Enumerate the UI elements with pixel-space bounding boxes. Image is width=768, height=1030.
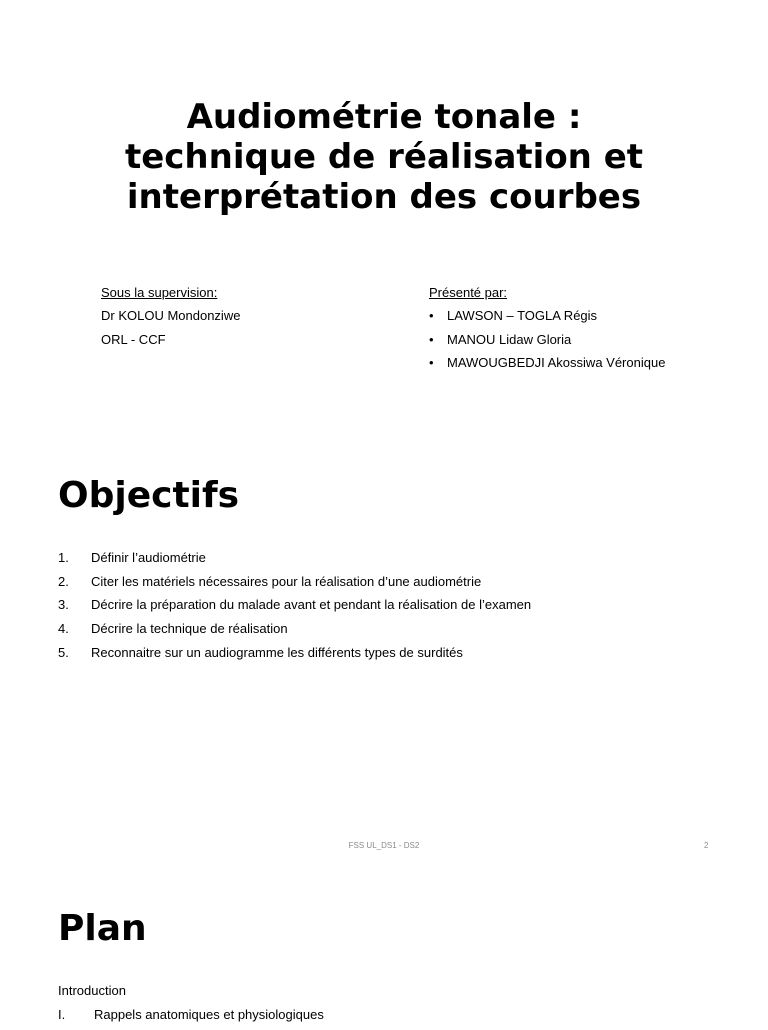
- plan-item-number: I.: [58, 1007, 66, 1022]
- bullet-icon: •: [429, 331, 434, 347]
- supervision-heading: Sous la supervision:: [101, 285, 218, 300]
- slide-title: [0, 97, 768, 217]
- plan-item: [58, 1006, 324, 1030]
- bullet-icon: •: [429, 308, 434, 323]
- bullet-icon: •: [429, 355, 434, 370]
- presenters-heading: Présenté par:: [429, 285, 508, 300]
- presenter-name: MAWOUGBEDJI Akossiwa Véronique: [447, 355, 666, 370]
- objective-item: [58, 549, 531, 573]
- objective-number: 5.: [58, 644, 69, 660]
- objectives-title: Objectifs: [58, 475, 240, 516]
- objective-text: Définir l’audiométrie: [91, 550, 206, 565]
- supervision-block: [101, 284, 240, 354]
- presenters-block: [429, 284, 665, 378]
- plan-list: [58, 982, 324, 1030]
- title-line-1: Audiométrie tonale :: [186, 97, 582, 137]
- page-number: 2: [704, 841, 709, 850]
- objective-number: 2.: [58, 573, 69, 589]
- objective-text: Décrire la technique de réalisation: [91, 621, 288, 637]
- objective-text: Reconnaitre sur un audiogramme les différents types de surdités: [91, 644, 463, 660]
- objectives-list: [58, 549, 531, 667]
- title-line-2: technique de réalisation et: [124, 137, 644, 177]
- objective-item: [58, 620, 531, 644]
- plan-intro: Introduction: [58, 983, 126, 998]
- presenter-name: LAWSON – TOGLA Régis: [447, 308, 598, 323]
- plan-item-text: Rappels anatomiques et physiologiques: [94, 1007, 324, 1022]
- presenter-item: [429, 354, 665, 378]
- presenter-item: [429, 331, 665, 355]
- objective-number: 1.: [58, 550, 69, 565]
- objective-item: [58, 573, 531, 597]
- supervisor-name: Dr KOLOU Mondonziwe: [101, 308, 241, 323]
- objective-number: 4.: [58, 621, 69, 637]
- objective-item: [58, 596, 531, 620]
- presenters-list: [429, 307, 665, 378]
- objective-text: Citer les matériels nécessaires pour la réalisation d’une audiométrie: [91, 573, 482, 589]
- presenter-name: MANOU Lidaw Gloria: [447, 331, 572, 347]
- objective-text: Décrire la préparation du malade avant et pendant la réalisation de l’examen: [91, 597, 532, 613]
- plan-title: Plan: [58, 908, 147, 949]
- title-line-3: interprétation des courbes: [126, 177, 642, 217]
- footer-text: FSS UL_DS1 - DS2: [348, 841, 420, 850]
- objective-number: 3.: [58, 597, 69, 613]
- supervisor-department: ORL - CCF: [101, 331, 166, 347]
- presenter-item: [429, 307, 665, 331]
- objective-item: [58, 644, 531, 668]
